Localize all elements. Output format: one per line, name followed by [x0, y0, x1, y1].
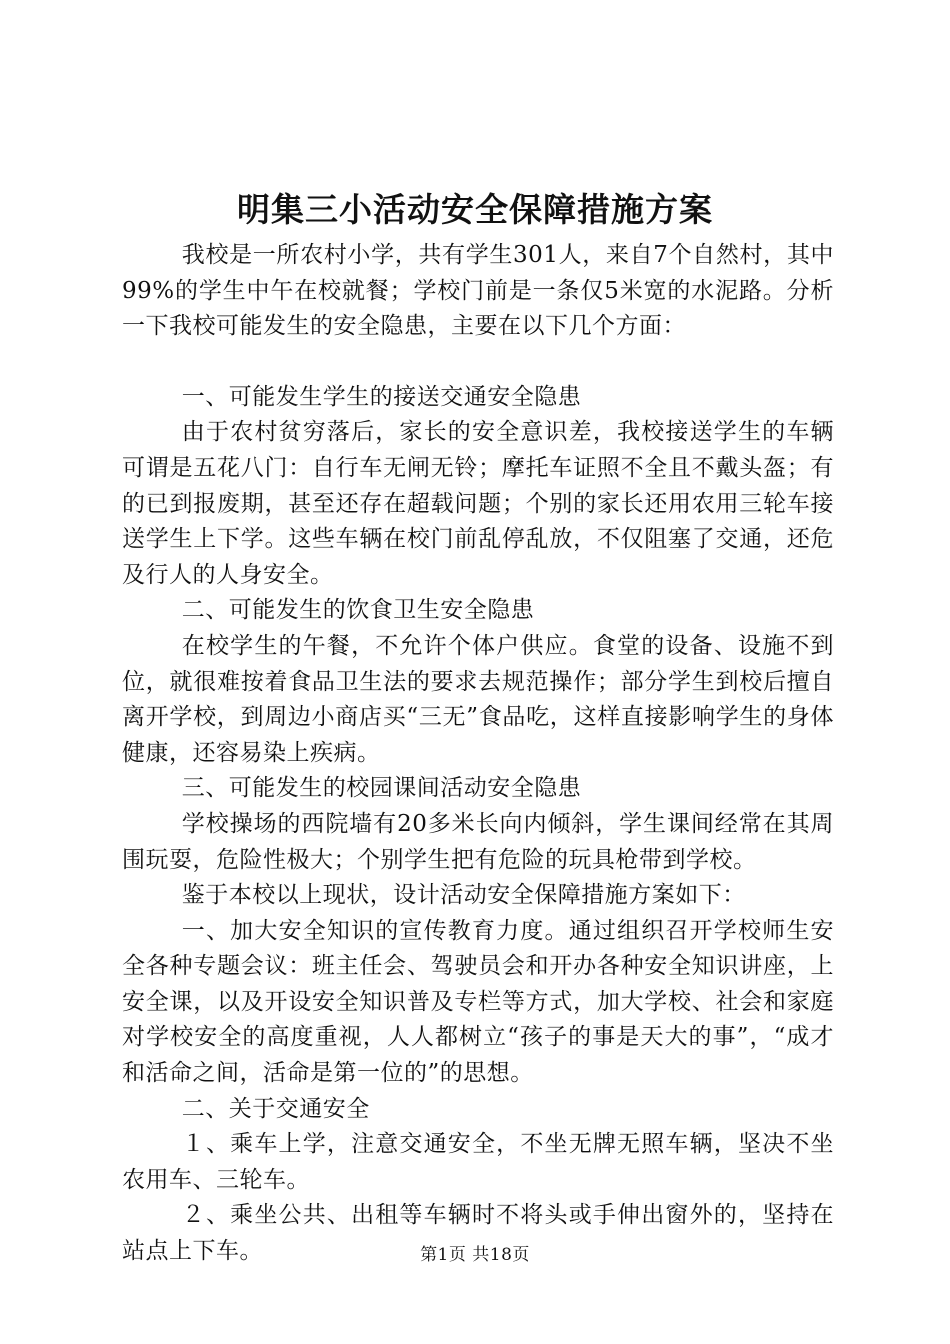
section-heading: 三、可能发生的校园课间活动安全隐患: [181, 775, 582, 802]
body-paragraph: 一、加大安全知识的宣传教育力度。通过组织召开学校师生安全各种专题会议：班主任会、驾驶员会和开办各种安全知识讲座，上安全课，以及开设安全知识普及专栏等方式，加大学校、社会和家庭对学校安全的高度重视，人人都树立“孩子的事是天大的事”，“成才和活命之间，活命是第一位的”的思想。: [122, 917, 834, 1087]
intro-paragraph: 我校是一所农村小学，共有学生301人，来自7个自然村，其中99%的学生中午在校就餐；学校门前是一条仅5米宽的水泥路。分析一下我校可能发生的安全隐患，主要在以下几个方面：: [122, 242, 834, 340]
body-paragraph: 学校操场的西院墙有20多米长向内倾斜，学生课间经常在其周围玩耍，危险性极大；个别学生把有危险的玩具枪带到学校。: [122, 810, 834, 873]
section-heading: 一、可能发生学生的接送交通安全隐患: [181, 383, 582, 410]
body-paragraph: 鉴于本校以上现状，设计活动安全保障措施方案如下：: [181, 882, 746, 909]
document-body: [122, 238, 834, 1270]
body-paragraph: 在校学生的午餐，不允许个体户供应。食堂的设备、设施不到位，就很难按着食品卫生法的要求去规范操作；部分学生到校后擅自离开学校，到周边小商店买“三无”食品吃，这样直接影响学生的身体健康，还容易染上疾病。: [122, 632, 834, 766]
document-title: 明集三小活动安全保障措施方案: [237, 190, 713, 229]
section-heading: 二、关于交通安全: [181, 1095, 370, 1122]
list-item: ２、乘坐公共、出租等车辆时不将头或手伸出窗外的，坚持在站点上下车。: [122, 1202, 834, 1265]
section-heading: 二、可能发生的饮食卫生安全隐患: [181, 597, 535, 624]
list-item: １、乘车上学，注意交通安全，不坐无牌无照车辆，坚决不坐农用车、三轮车。: [122, 1131, 834, 1193]
page-footer: 第1页 共18页: [420, 1245, 530, 1265]
body-paragraph: 由于农村贫穷落后，家长的安全意识差，我校接送学生的车辆可谓是五花八门：自行车无闸无铃；摩托车证照不全且不戴头盔；有的已到报废期，甚至还存在超载问题；个别的家长还用农用三轮车接送学生上下学。这些车辆在校门前乱停乱放，不仅阻塞了交通，还危及行人的人身安全。: [122, 419, 834, 588]
